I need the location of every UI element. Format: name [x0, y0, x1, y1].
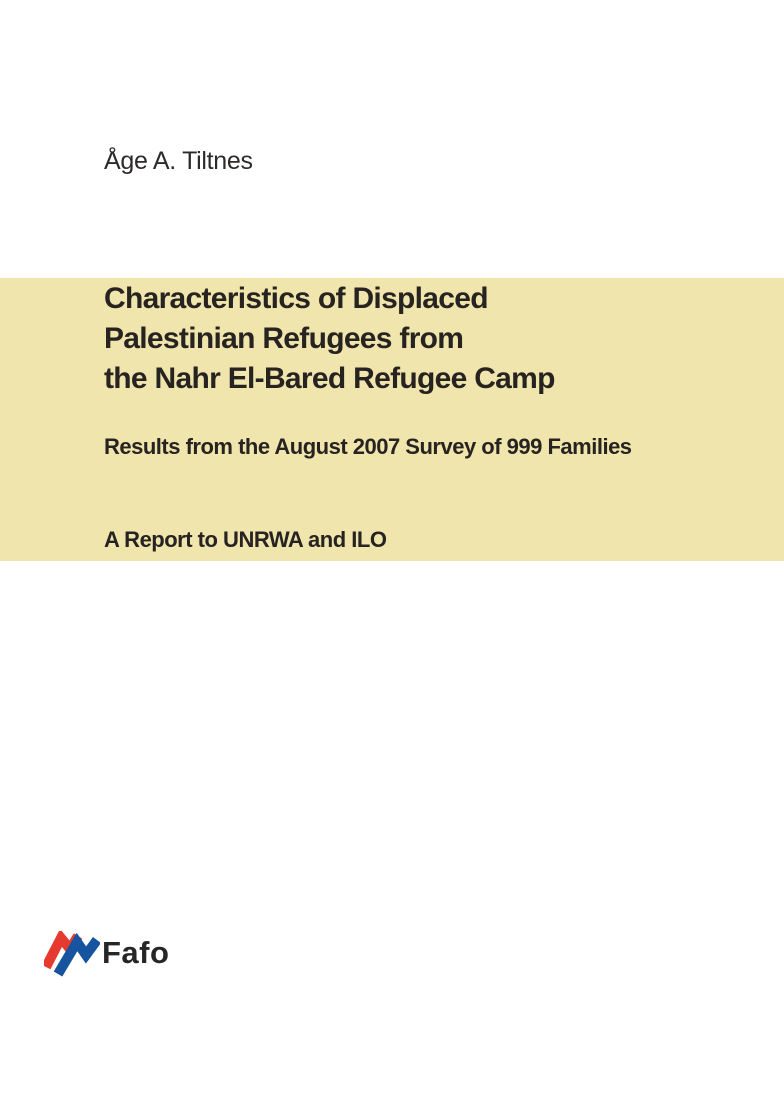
- report-subtitle: Results from the August 2007 Survey of 999 Families: [104, 434, 632, 459]
- report-title: [104, 279, 555, 399]
- report-recipient: A Report to UNRWA and ILO: [104, 527, 387, 552]
- report-title-line-2: Palestinian Refugees from: [104, 322, 464, 355]
- fafo-wordmark: Fafo: [102, 935, 170, 970]
- fafo-logo-icon: [44, 931, 100, 979]
- report-title-line-3: the Nahr El-Bared Refugee Camp: [104, 362, 555, 395]
- author-name: Åge A. Tiltnes: [104, 147, 253, 175]
- report-title-line-1: Characteristics of Displaced: [104, 282, 488, 315]
